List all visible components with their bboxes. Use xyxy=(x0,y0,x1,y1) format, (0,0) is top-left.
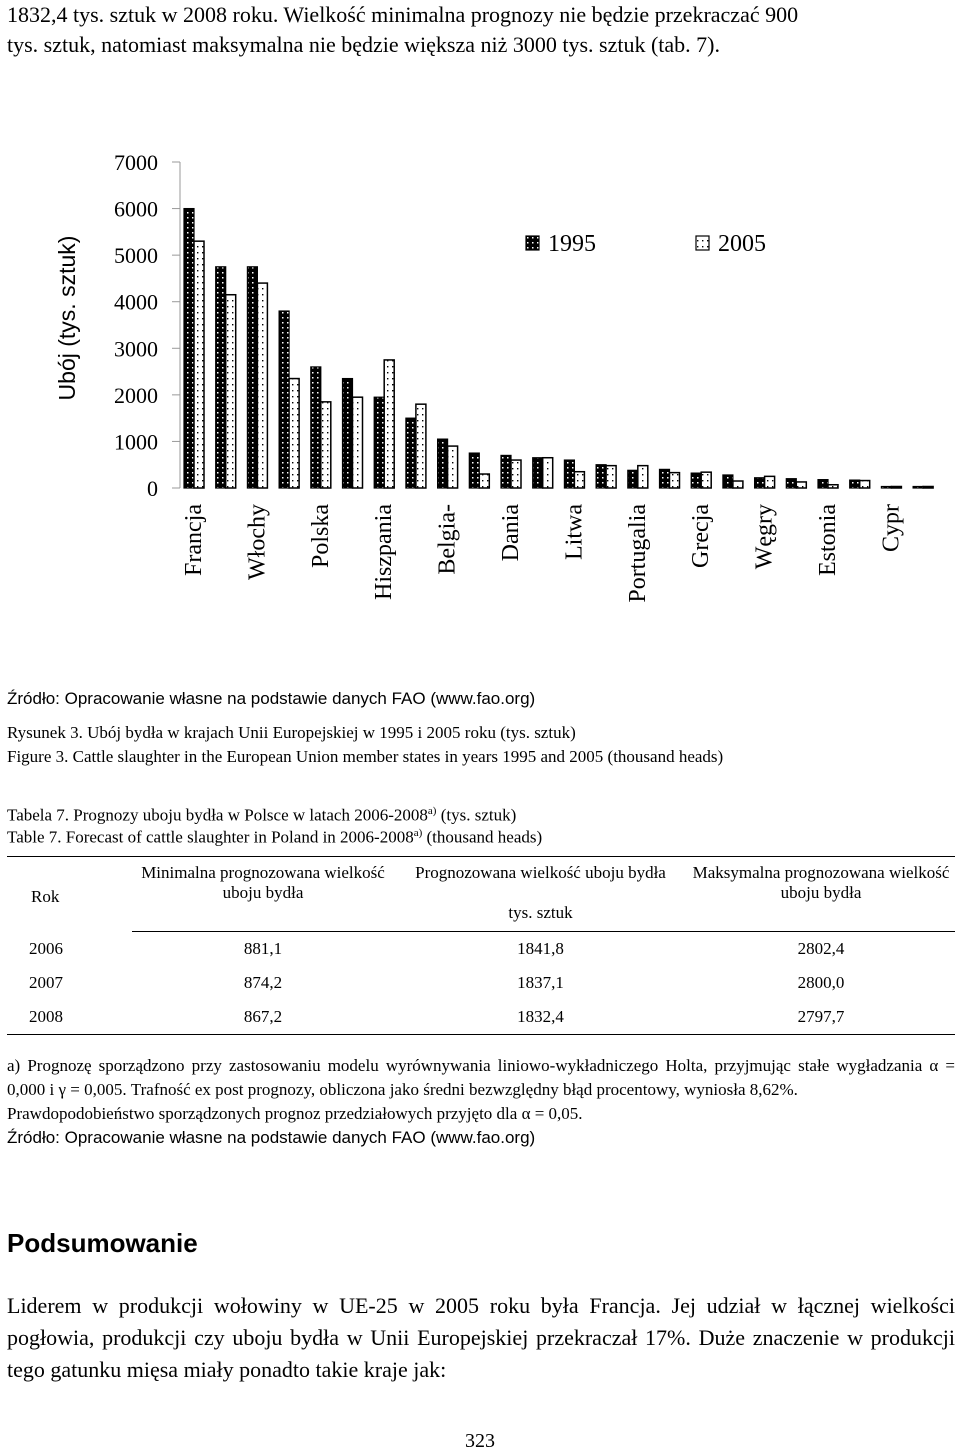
x-category-label: Litwa xyxy=(561,504,588,560)
y-tick-label: 2000 xyxy=(114,382,158,408)
figure-source: Źródło: Opracowanie własne na podstawie danych FAO (www.fao.org) xyxy=(7,689,536,708)
table-row xyxy=(7,1000,955,1035)
bar-2005 xyxy=(574,472,584,488)
bar-2005 xyxy=(194,241,204,488)
table-notes xyxy=(7,1054,955,1150)
x-category-label: Dania xyxy=(498,504,524,562)
y-tick-label: 1000 xyxy=(114,429,158,455)
bar-1995 xyxy=(438,439,448,488)
bar-1995 xyxy=(660,469,670,488)
table-title-en xyxy=(7,822,542,849)
cell-min: 881,1 xyxy=(243,939,283,958)
bar-1995 xyxy=(184,209,194,488)
table-title-pl-unit: (tys. sztuk) xyxy=(436,805,517,825)
intro-line-1: 1832,4 tys. sztuk w 2008 roku. Wielkość minimalna prognozy nie będzie przekraczać 900 xyxy=(7,2,799,27)
bar-2005 xyxy=(828,485,838,488)
cell-min: 867,2 xyxy=(132,1000,394,1035)
table-row xyxy=(7,966,955,1000)
bar-2005 xyxy=(226,295,236,488)
cell-min: 874,2 xyxy=(243,973,283,992)
table-source: Źródło: Opracowanie własne na podstawie danych FAO (www.fao.org) xyxy=(7,1128,536,1147)
table-title-en-unit: (thousand heads) xyxy=(422,827,543,847)
figure-caption-en: Figure 3. Cattle slaughter in the European Union member states in years 1995 and 2005 (thousand heads) xyxy=(7,747,724,766)
bar-2005 xyxy=(384,360,394,488)
bar-2005 xyxy=(448,446,458,488)
unit-label: tys. sztuk xyxy=(394,903,687,932)
y-tick-label: 3000 xyxy=(114,336,158,362)
intro-line-2: tys. sztuk, natomiast maksymalna nie będzie większa niż 3000 tys. sztuk (tab. 7). xyxy=(7,32,721,57)
y-axis-label: Ubój (tys. sztuk) xyxy=(54,235,80,401)
legend-swatch xyxy=(696,236,709,250)
y-tick-label: 7000 xyxy=(114,150,158,175)
x-category-label: Grecja xyxy=(688,504,715,568)
table-title-pl-text: Tabela 7. Prognozy uboju bydła w Polsce w latach 2006-2008 xyxy=(7,805,428,825)
legend-swatch xyxy=(526,236,539,250)
y-tick-label: 6000 xyxy=(114,196,158,222)
bar-1995 xyxy=(691,473,701,488)
col-header-mid: Prognozowana wielkość uboju bydła xyxy=(394,857,687,904)
unit-spacer-min xyxy=(132,903,394,932)
bar-2005 xyxy=(321,402,331,488)
bar-1995 xyxy=(311,367,321,488)
cell-mid: 1837,1 xyxy=(517,973,564,992)
bar-1995 xyxy=(913,487,923,489)
x-category-label: Włochy xyxy=(244,504,271,580)
legend-label: 2005 xyxy=(718,231,766,257)
bar-2005 xyxy=(670,473,680,488)
bar-1995 xyxy=(247,267,257,488)
figure-caption-pl: Rysunek 3. Ubój bydła w krajach Unii Europejskiej w 1995 i 2005 roku (tys. sztuk) xyxy=(7,723,576,742)
x-category-label: Węgry xyxy=(751,504,778,570)
cell-mid: 1832,4 xyxy=(394,1000,687,1035)
bar-2005 xyxy=(923,487,933,489)
bar-2005 xyxy=(511,460,521,488)
cell-rok: 2007 xyxy=(29,973,63,992)
page-number: 323 xyxy=(465,1430,495,1452)
bar-1995 xyxy=(564,460,574,488)
bar-2005 xyxy=(860,481,870,488)
cell-max: 2802,4 xyxy=(797,939,845,958)
cell-rok: 2006 xyxy=(29,938,63,958)
y-tick-label: 4000 xyxy=(114,289,158,315)
bar-1995 xyxy=(723,475,733,488)
bar-2005 xyxy=(606,466,616,488)
table-row xyxy=(7,932,955,967)
footnote-probability: Prawdopodobieństwo sporządzonych prognoz przedziałowych przyjęto dla α = 0,05. xyxy=(7,1104,583,1123)
bar-2005 xyxy=(796,482,806,488)
bar-1995 xyxy=(786,479,796,488)
bar-2005 xyxy=(543,458,553,488)
intro-paragraph xyxy=(7,0,955,60)
bar-2005 xyxy=(289,379,299,488)
bar-2005 xyxy=(353,397,363,488)
table-title-pl-footnote-mark: a) xyxy=(427,805,437,817)
cell-rok: 2008 xyxy=(7,1000,132,1035)
bar-2005 xyxy=(416,404,426,488)
x-category-label: Portugalia xyxy=(624,504,651,603)
x-category-label: Cypr xyxy=(878,504,905,552)
y-tick-label: 5000 xyxy=(114,243,158,269)
table-title-en-footnote-mark: a) xyxy=(413,827,423,839)
col-header-max: Maksymalna prognozowana wielkość uboju bydła xyxy=(687,857,955,904)
summary-paragraph: Liderem w produkcji wołowiny w UE-25 w 2005 roku była Francja. Jej udział w łącznej wielkości pogłowia, produkcji czy uboju bydła w Unii Europejskiej przekraczał 17%. Duże znaczenie w produkcji tego gatunku mięsa miały ponadto takie kraje jak: xyxy=(7,1293,955,1382)
x-category-label: Estonia xyxy=(815,504,841,576)
col-header-min: Minimalna prognozowana wielkość uboju bydła xyxy=(132,857,394,904)
bar-1995 xyxy=(279,311,289,488)
bar-1995 xyxy=(374,397,384,488)
bar-1995 xyxy=(755,478,765,488)
bar-1995 xyxy=(850,480,860,488)
forecast-table xyxy=(7,856,955,1035)
cell-max: 2800,0 xyxy=(797,973,845,992)
y-tick-label: 0 xyxy=(147,476,158,501)
footnote-a: a) Prognozę sporządzono przy zastosowaniu modelu wyrównywania liniowo-wykładniczego Holta, przyjmując stałe wygładzania α = 0,000 i γ = 0,005. Trafność ex post prognozy, obliczona jako średni bezwzględny błąd procentowy, wyniosła 8,62%. xyxy=(7,1056,955,1099)
bar-1995 xyxy=(628,470,638,488)
bar-1995 xyxy=(881,487,891,489)
bar-2005 xyxy=(765,476,775,488)
bar-2005 xyxy=(891,487,901,489)
legend-label: 1995 xyxy=(548,231,596,257)
bar-2005 xyxy=(638,466,648,488)
cell-max: 2797,7 xyxy=(687,1000,955,1035)
col-header-rok: Rok xyxy=(7,857,132,932)
bar-1995 xyxy=(469,453,479,488)
bar-1995 xyxy=(406,418,416,488)
bar-1995 xyxy=(533,458,543,488)
slaughter-bar-chart xyxy=(0,130,960,630)
cell-mid: 1841,8 xyxy=(517,939,564,958)
bar-1995 xyxy=(818,480,828,488)
table-title-en-text: Table 7. Forecast of cattle slaughter in Poland in 2006-2008 xyxy=(7,827,414,847)
bar-1995 xyxy=(596,465,606,488)
x-category-label: Francja xyxy=(181,504,207,576)
bar-2005 xyxy=(701,472,711,488)
bar-2005 xyxy=(479,474,489,488)
table-header-row xyxy=(7,857,955,904)
x-category-label: Belgia- xyxy=(434,504,461,575)
bar-2005 xyxy=(257,283,267,488)
bar-1995 xyxy=(216,267,226,488)
unit-spacer-max xyxy=(687,903,955,932)
bar-2005 xyxy=(733,481,743,488)
x-category-label: Polska xyxy=(307,504,334,569)
x-category-label: Hiszpania xyxy=(371,504,398,600)
bar-1995 xyxy=(343,379,353,488)
bar-1995 xyxy=(501,455,511,488)
section-heading: Podsumowanie xyxy=(7,1228,198,1258)
table-unit-row xyxy=(7,903,955,932)
